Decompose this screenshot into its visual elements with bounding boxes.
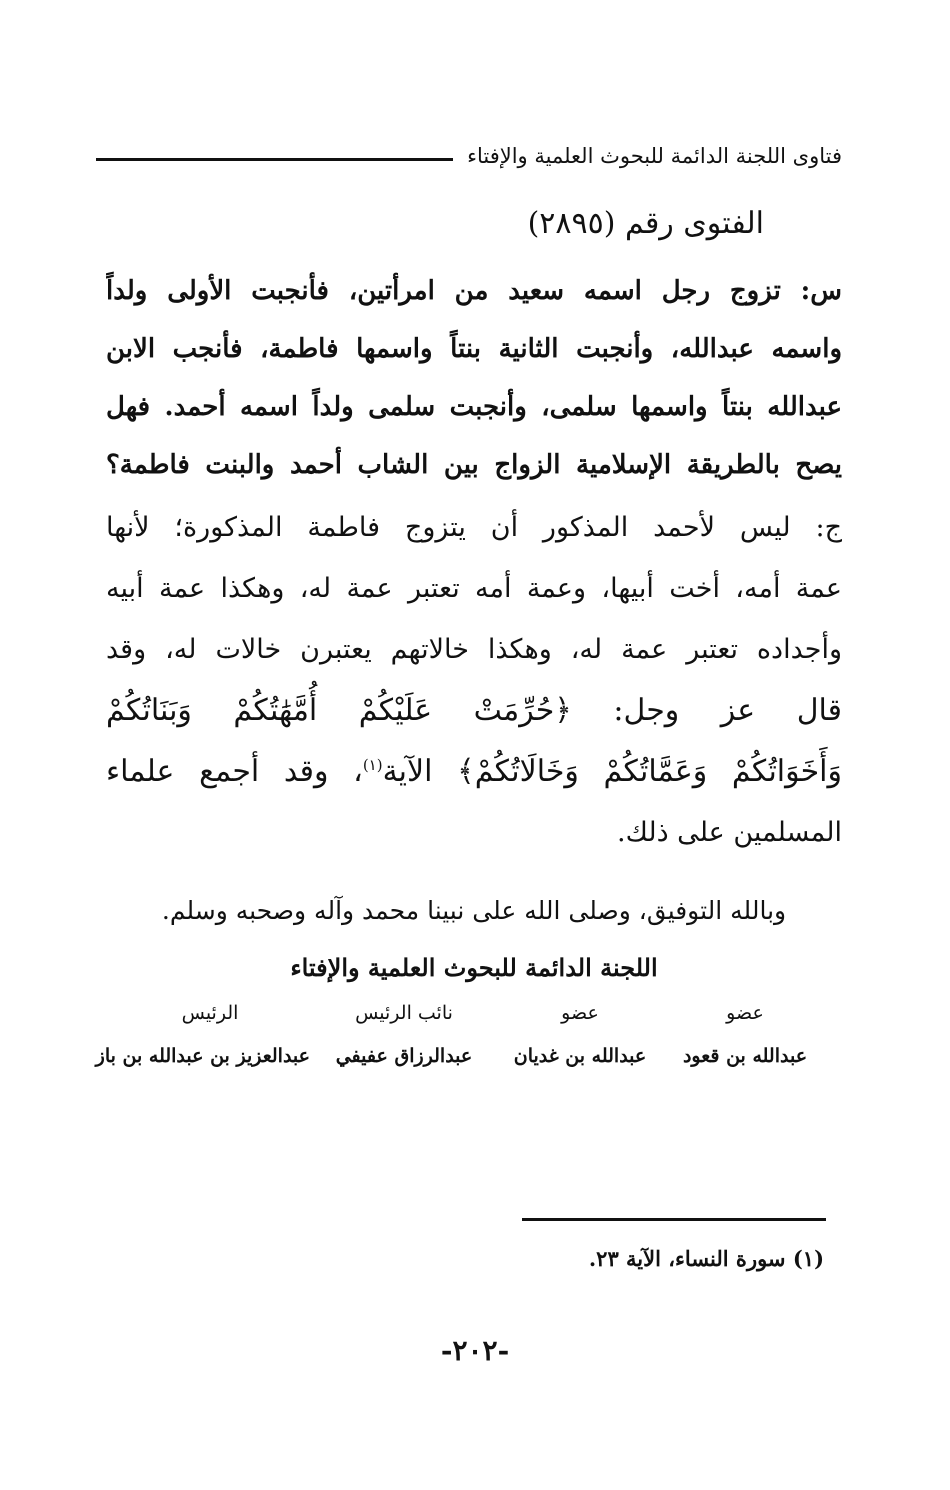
signature-role: الرئيس xyxy=(181,1002,239,1024)
question-block xyxy=(106,262,842,494)
verse-intro: قال عز وجل: xyxy=(613,693,842,728)
answer-verse-line xyxy=(106,680,842,741)
fatwa-number: الفتوى رقم (٢٨٩٥) xyxy=(527,206,764,241)
answer-line5-tail: ، وقد أجمع علماء xyxy=(106,754,363,789)
signature-name: عبدالله بن غديان xyxy=(513,1045,647,1067)
signature-role: نائب الرئيس xyxy=(355,1002,453,1024)
footnote: (١) سورة النساء، الآية ٢٣. xyxy=(588,1246,824,1271)
running-header xyxy=(96,136,842,176)
signature-member-3 xyxy=(314,996,494,1076)
answer-block xyxy=(106,497,842,863)
header-title: فتاوى اللجنة الدائمة للبحوث العلمية والإفتاء xyxy=(467,144,842,168)
signature-member-1 xyxy=(670,996,820,1076)
signatures xyxy=(95,996,820,1096)
verse-open-bracket: ﴿ xyxy=(554,693,572,728)
footnote-marker: (١) xyxy=(362,756,383,774)
signature-role: عضو xyxy=(726,1002,764,1024)
question-line: واسمه عبدالله، وأنجبت الثانية بنتاً واسمها فاطمة، فأنجب الابن xyxy=(106,334,842,364)
answer-verse-line xyxy=(106,741,842,802)
signature-name: عبدالعزيز بن عبدالله بن باز xyxy=(95,1045,310,1067)
question-line: عبدالله بنتاً واسمها سلمى، وأنجبت سلمى ولداً اسمه أحمد. فهل xyxy=(106,392,842,422)
quran-verse-part2: وَأَخَوَاتُكُمْ وَعَمَّاتُكُمْ وَخَالَاتُكُمْ xyxy=(474,754,842,789)
signature-member-2 xyxy=(500,996,660,1076)
signature-role: عضو xyxy=(561,1002,599,1024)
header-rule xyxy=(96,158,453,161)
question-line: س: تزوج رجل اسمه سعيد من امرأتين، فأنجبت الأولى ولداً xyxy=(106,276,842,306)
answer-line: عمة أمه، أخت أبيها، وعمة أمه تعتبر عمة له، وهكذا عمة أبيه xyxy=(106,573,842,604)
page-number: -٢٠٢- xyxy=(440,1334,510,1367)
verse-close-bracket: ﴾ xyxy=(457,754,475,789)
quran-verse-part1: حُرِّمَتْ عَلَيْكُمْ أُمَّهَٰتُكُمْ وَبَنَاتُكُمْ xyxy=(106,693,555,728)
footnote-separator xyxy=(522,1218,826,1221)
closing-statement: وبالله التوفيق، وصلى الله على نبينا محمد وآله وصحبه وسلم. xyxy=(161,896,787,925)
signature-member-4 xyxy=(95,996,310,1076)
signature-name: عبدالله بن قعود xyxy=(682,1045,808,1067)
ayah-word: الآية xyxy=(382,754,433,789)
answer-line: المسلمين على ذلك. xyxy=(617,817,842,848)
committee-title: اللجنة الدائمة للبحوث العلمية والإفتاء xyxy=(290,953,658,982)
answer-line: ج: ليس لأحمد المذكور أن يتزوج فاطمة المذكورة؛ لأنها xyxy=(106,512,842,543)
signature-name: عبدالرزاق عفيفي xyxy=(335,1045,473,1067)
question-line: يصح بالطريقة الإسلامية الزواج بين الشاب أحمد والبنت فاطمة؟ xyxy=(106,450,842,480)
answer-line: وأجداده تعتبر عمة له، وهكذا خالاتهم يعتبرن خالات له، وقد xyxy=(106,634,842,665)
